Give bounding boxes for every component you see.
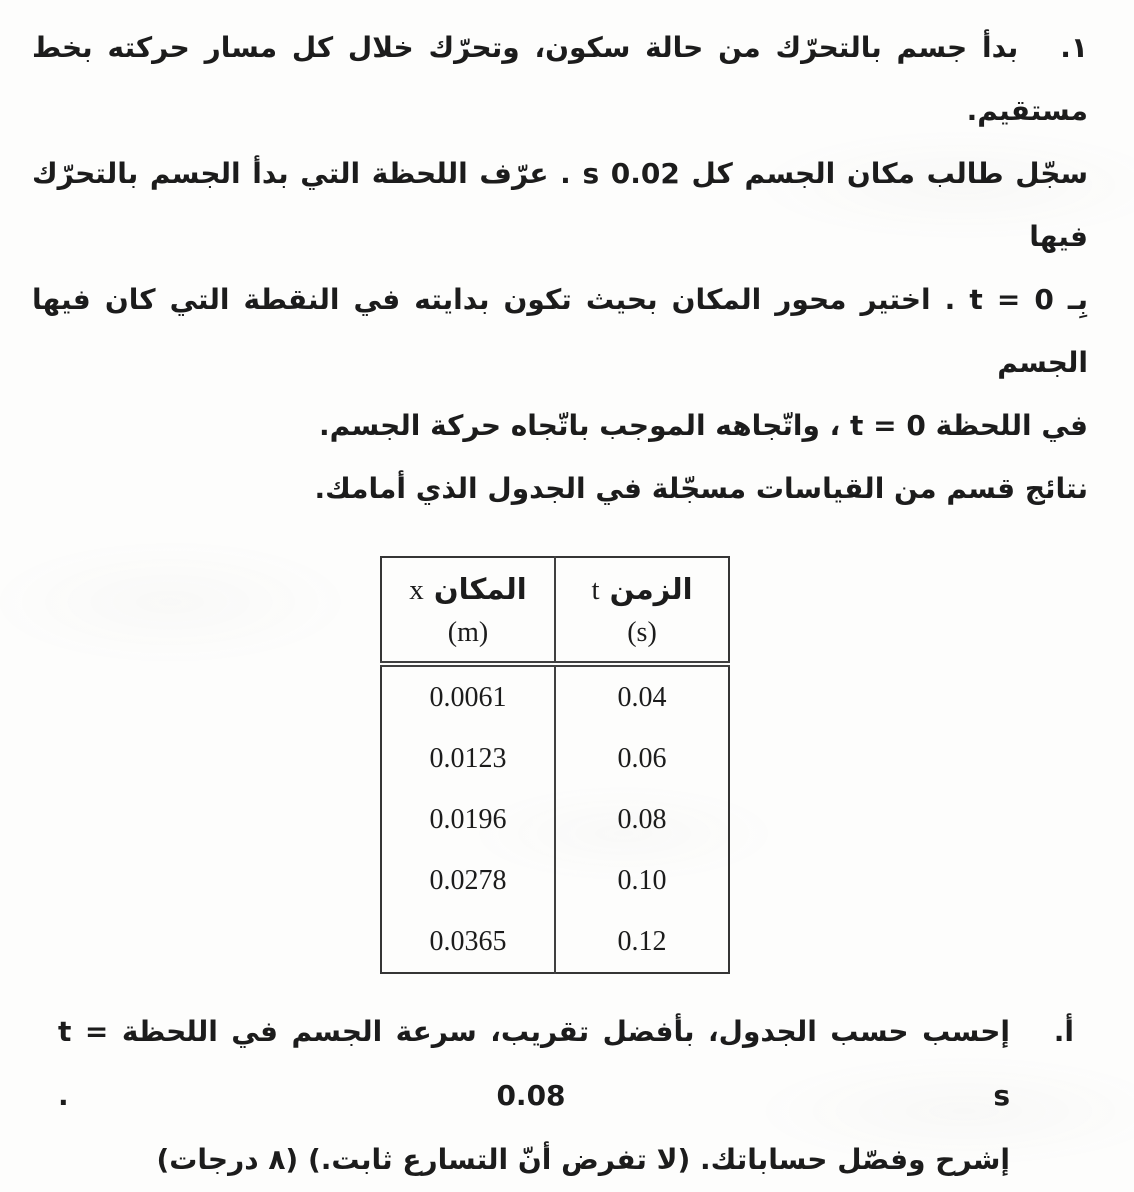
- time-value-cell: 0.04: [555, 664, 729, 728]
- position-column-header: [381, 557, 555, 664]
- problem-line-1-text: بدأ جسم بالتحرّك من حالة سكون، وتحرّك خلال كل مسار حركته بخط مستقيم.: [32, 31, 1088, 127]
- problem-line-5: نتائج قسم من القياسات مسجّلة في الجدول الذي أمامك.: [314, 472, 1088, 505]
- measurements-table-body: [381, 664, 729, 973]
- problem-line-2: سجّل طالب مكان الجسم كل 0.02 s . عرّف اللحظة التي بدأ الجسم بالتحرّك فيها: [32, 157, 1088, 253]
- problem-number: ١.: [1060, 31, 1088, 64]
- part-a-line-2: إشرح وفصّل حساباتك. (لا تفرض أنّ التسارع ثابت.) (٨ درجات): [156, 1143, 1010, 1176]
- time-value-cell: 0.10: [555, 850, 729, 911]
- position-symbol: x: [409, 574, 424, 606]
- part-a-text: [32, 1000, 1010, 1192]
- part-a-section: [32, 1000, 1088, 1192]
- problem-line-4: في اللحظة t = 0 ، واتّجاهه الموجب باتّجاه حركة الجسم.: [319, 409, 1088, 442]
- part-a-line-1: إحسب حسب الجدول، بأفضل تقريب، سرعة الجسم في اللحظة t = 0.08 s .: [58, 1015, 1011, 1112]
- time-label: الزمن: [609, 572, 693, 606]
- time-column-header: [555, 557, 729, 664]
- time-value-cell: 0.12: [555, 911, 729, 973]
- header-row: [381, 557, 729, 664]
- position-label: المكان: [433, 572, 527, 606]
- measurements-table-header: [381, 557, 729, 664]
- table-row: [381, 850, 729, 911]
- position-value-cell: 0.0061: [429, 681, 507, 713]
- problem-line-3: بِـ t = 0 . اختير محور المكان بحيث تكون بدايته في النقطة التي كان فيها الجسم: [32, 283, 1088, 379]
- position-value-cell: 0.0365: [429, 925, 507, 957]
- time-value-cell: 0.08: [555, 789, 729, 850]
- table-row: [381, 728, 729, 789]
- position-unit: (m): [447, 617, 489, 648]
- problem-line-1: [32, 16, 1088, 142]
- position-column-title: [382, 566, 554, 613]
- position-value-cell: 0.0123: [429, 742, 507, 774]
- part-a-marker: أ.: [1053, 1015, 1074, 1048]
- problem-1-section: [32, 16, 1088, 520]
- position-value-cell: 0.0196: [429, 803, 507, 835]
- time-symbol: t: [591, 574, 600, 606]
- measurements-table: [380, 556, 730, 974]
- time-column-title: [556, 566, 728, 613]
- time-value-cell: 0.06: [555, 728, 729, 789]
- table-row: [381, 911, 729, 973]
- table-row: [381, 664, 729, 728]
- position-value-cell: 0.0278: [429, 864, 507, 896]
- table-row: [381, 789, 729, 850]
- time-unit: (s): [627, 617, 657, 648]
